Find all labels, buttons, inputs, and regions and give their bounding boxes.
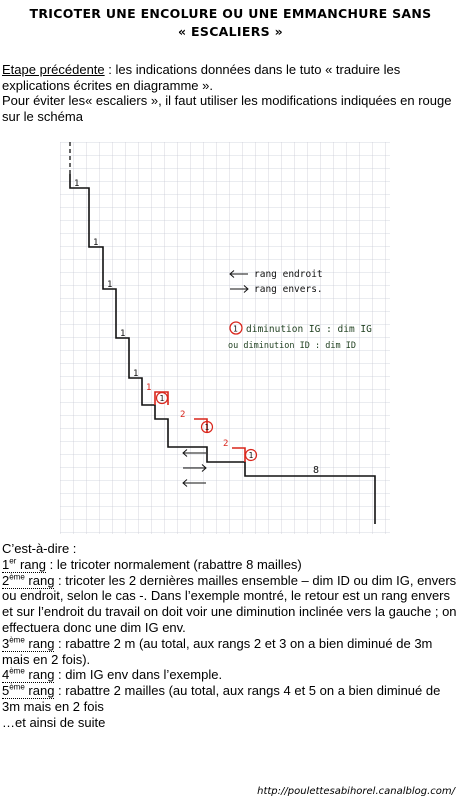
row-2-item: 2ème rang : tricoter les 2 dernières mailles ensemble – dim ID ou dim IG, envers ou endroit, selon le cas -. Dans l’exemple montré, le retour est un rang envers et sur l’endroit du travail on doit voir une diminution inclinée vers la gauche ; on effectuera donc une dim IG env.	[2, 572, 457, 635]
previous-step-text: : les indications données dans le tuto « traduire les explications écrites en diagramme ».	[2, 62, 401, 93]
circle-label: 1	[204, 423, 210, 432]
step-label: 8	[313, 465, 320, 476]
red-step-label: 1	[146, 383, 152, 393]
red-step-label: 2	[180, 410, 186, 420]
note-circle-label: 1	[233, 324, 238, 334]
row-3-item: 3ème rang : rabattre 2 m (au total, aux rangs 2 et 3 on a bien diminué de 3m mais en 2 fois).	[2, 635, 433, 667]
note-line-2: ou diminution ID : dim ID	[228, 341, 356, 351]
circle-label: 1	[248, 451, 254, 460]
step-label: 1	[133, 369, 139, 379]
row-5-item: 5ème rang : rabattre 2 mailles (au total, aux rangs 4 et 5 on a bien diminué de 3m mais en 2 fois	[2, 682, 441, 714]
legend-row-wrong: rang envers.	[254, 284, 323, 295]
explanation-outro: …et ainsi de suite	[2, 714, 106, 730]
explanation-text	[2, 541, 460, 731]
page-title: TRICOTER UNE ENCOLURE OU UNE EMMANCHURE SANS	[29, 6, 432, 21]
step-label: 1	[120, 329, 126, 339]
previous-step-link[interactable]: Etape précédente	[2, 62, 105, 77]
explanation-intro: C’est-à-dire :	[2, 541, 77, 556]
intro-line2: Pour éviter les« escaliers », il faut utiliser les modifications indiquées en rouge sur le schéma	[2, 93, 452, 124]
circle-label: 1	[159, 394, 165, 403]
legend-row-right: rang endroit	[254, 269, 323, 280]
note-line-1: diminution IG : dim IG	[246, 324, 372, 335]
red-step-label: 2	[223, 439, 229, 449]
knitting-diagram	[60, 142, 390, 534]
intro-paragraph	[2, 62, 460, 124]
row-1-item: 1er rang : le tricoter normalement (rabattre 8 mailles)	[2, 556, 302, 572]
step-label: 1	[93, 238, 99, 248]
page-subtitle: « ESCALIERS »	[178, 24, 283, 39]
step-label: 1	[74, 179, 80, 189]
source-url[interactable]: http://poulettesabihorel.canalblog.com/	[257, 786, 455, 797]
row-4-item: 4ème rang : dim IG env dans l’exemple.	[2, 667, 223, 683]
step-label: 1	[107, 280, 113, 290]
